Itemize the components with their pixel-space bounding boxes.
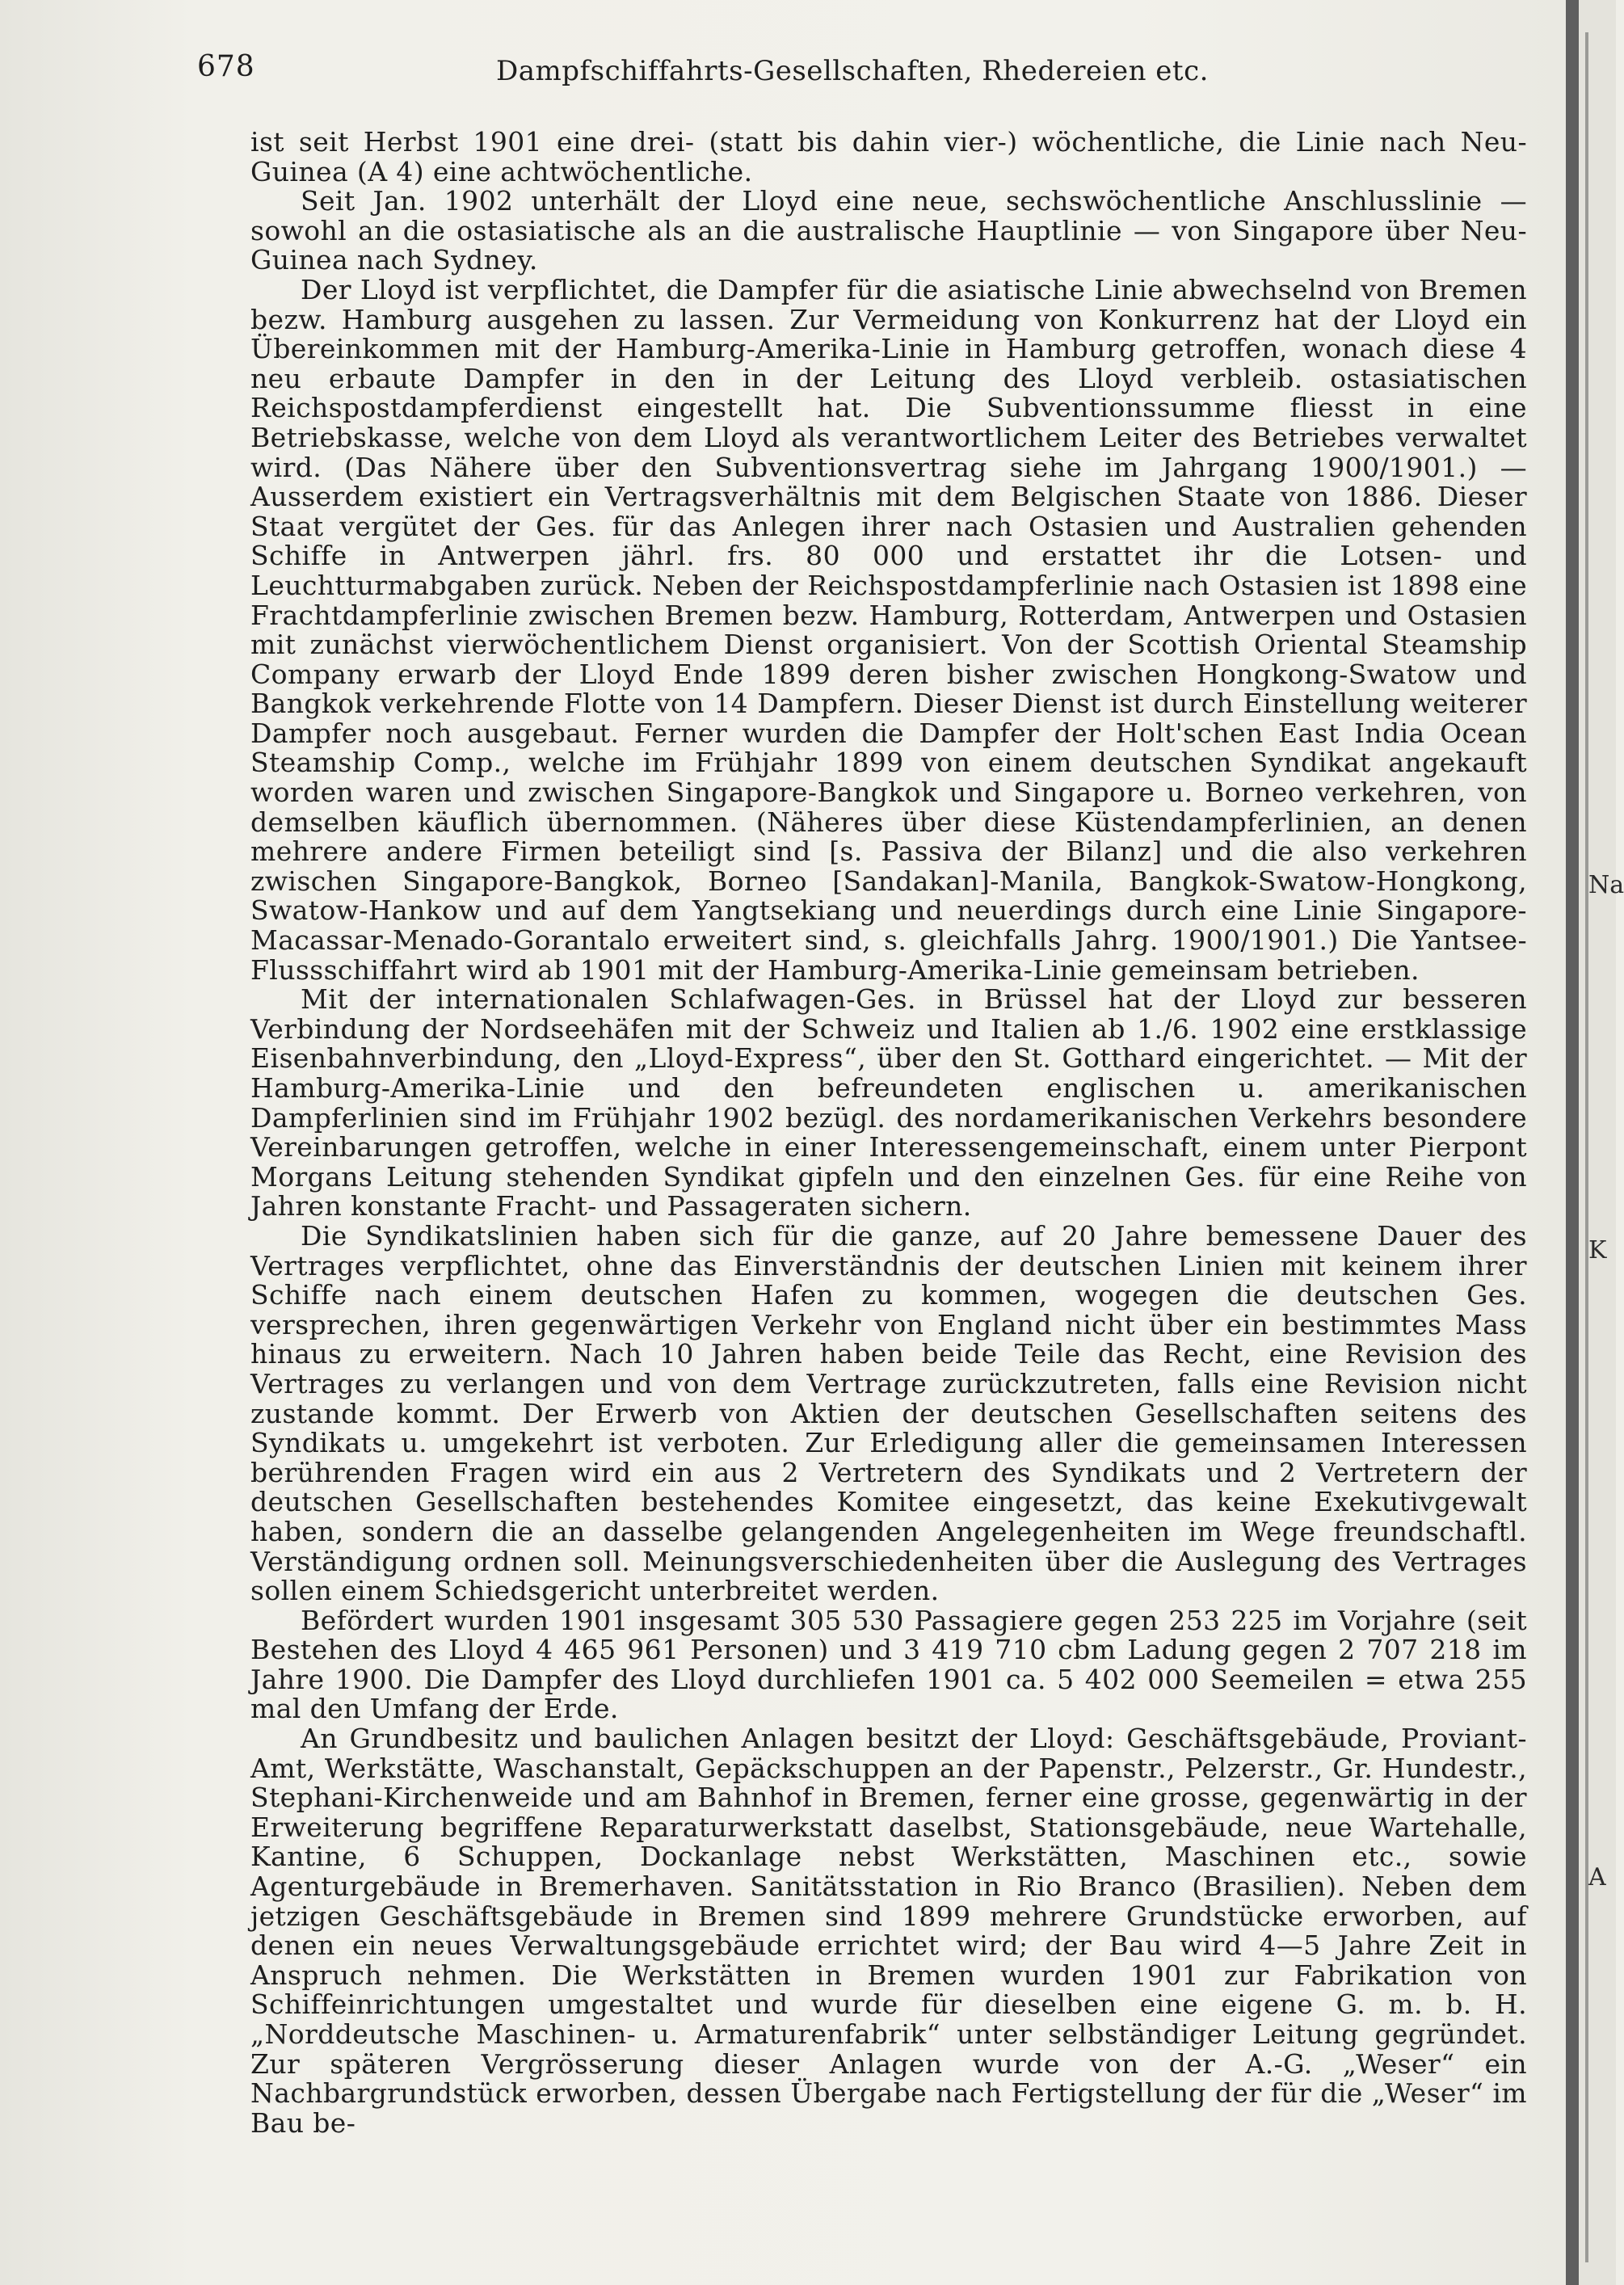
body-text bbox=[250, 128, 1527, 2138]
paragraph: Befördert wurden 1901 insgesamt 305 530 Passagiere gegen 253 225 im Vorjahre (seit Bestehen des Lloyd 4 465 961 Personen) und 3 419 710 cbm Ladung gegen 2 707 218 im Jahre 1900. Die Dampfer des Lloyd durchliefen 1901 ca. 5 402 000 Seemeilen = etwa 255 mal den Umfang der Erde. bbox=[250, 1604, 1527, 1725]
page-number: 678 bbox=[197, 50, 255, 83]
paragraph: An Grundbesitz und baulichen Anlagen besitzt der Lloyd: Geschäftsgebäude, Proviant-Amt, Werkstätte, Waschanstalt, Gepäckschuppen an der Papenstr., Pelzerstr., Gr. Hundestr., Stephani-Kirchenweide und am Bahnhof in Bremen, ferner eine grosse, gegenwärtig in der Erweiterung begriffene Reparaturwerkstatt daselbst, Stationsgebäude, neue Wartehalle, Kantine, 6 Schuppen, Dockanlage nebst Werkstätten, Maschinen etc., sowie Agenturgebäude in Bremerhaven. Sanitätsstation in Rio Branco (Brasilien). Neben dem jetzigen Geschäftsgebäude in Bremen sind 1899 mehrere Grundstücke erworben, auf denen ein neues Verwaltungsgebäude errichtet wird; der Bau wird 4—5 Jahre Zeit in Anspruch nehmen. Die Werkstätten in Bremen wurden 1901 zur Fabrikation von Schiffeinrichtungen umgestaltet und wurde für dieselben eine eigene G. m. b. H. „Norddeutsche Maschinen- u. Armaturenfabrik“ unter selbständiger Leitung gegründet. Zur späteren Vergrösserung dieser Anlagen wurde von der A.-G. „Weser“ ein Nachbargrundstück erworben, dessen Übergabe nach Fertigstellung der für die „Weser“ im Bau be- bbox=[250, 1723, 1527, 2139]
paragraph: Seit Jan. 1902 unterhält der Lloyd eine neue, sechswöchentliche Anschlusslinie — sowohl an die ostasiatische als an die australische Hauptlinie — von Singapore über Neu-Guinea nach Sydney. bbox=[250, 185, 1527, 276]
adjacent-page-edge bbox=[1579, 0, 1616, 2285]
running-title: Dampfschiffahrts-Gesellschaften, Rhedereien etc. bbox=[496, 55, 1209, 87]
paragraph: ist seit Herbst 1901 eine drei- (statt bis dahin vier-) wöchentliche, die Linie nach Neu-Guinea (A 4) eine achtwöchentliche. bbox=[250, 126, 1527, 187]
paragraph: Mit der internationalen Schlafwagen-Ges. in Brüssel hat der Lloyd zur besseren Verbindung der Nordseehäfen mit der Schweiz und Italien ab 1./6. 1902 eine erstklassige Eisenbahnverbindung, den „Lloyd-Express“, über den St. Gotthard eingerichtet. — Mit der Hamburg-Amerika-Linie und den befreundeten englischen u. amerikanischen Dampferlinien sind im Frühjahr 1902 bezügl. des nordamerikanischen Verkehrs besondere Vereinbarungen getroffen, welche in einer Interessengemeinschaft, einem unter Pierpont Morgans Leitung stehenden Syndikat gipfeln und den einzelnen Ges. für eine Reihe von Jahren konstante Fracht- und Passageraten sichern. bbox=[250, 983, 1527, 1222]
paragraph: Der Lloyd ist verpflichtet, die Dampfer für die asiatische Linie abwechselnd von Bremen bezw. Hamburg ausgehen zu lassen. Zur Vermeidung von Konkurrenz hat der Lloyd ein Übereinkommen mit der Hamburg-Amerika-Linie in Hamburg getroffen, wonach diese 4 neu erbaute Dampfer in den in der Leitung des Lloyd verbleib. ostasiatischen Reichspostdampferdienst eingestellt hat. Die Subventionssumme fliesst in eine Betriebskasse, welche von dem Lloyd als verantwortlichem Leiter des Betriebes verwaltet wird. (Das Nähere über den Subventionsvertrag siehe im Jahrgang 1900/1901.) — Ausserdem existiert ein Vertragsverhältnis mit dem Belgischen Staate von 1886. Dieser Staat vergütet der Ges. für das Anlegen ihrer nach Ostasien und Australien gehenden Schiffe in Antwerpen jährl. frs. 80 000 und erstattet ihr die Lotsen- und Leuchtturmabgaben zurück. Neben der Reichspostdampferlinie nach Ostasien ist 1898 eine Frachtdampferlinie zwischen Bremen bezw. Hamburg, Rotterdam, Antwerpen und Ostasien mit zunächst vierwöchentlichem Dienst organisiert. Von der Scottish Oriental Steamship Company erwarb der Lloyd Ende 1899 deren bisher zwischen Hongkong-Swatow und Bangkok verkehrende Flotte von 14 Dampfern. Dieser Dienst ist durch Einstellung weiterer Dampfer noch ausgebaut. Ferner wurden die Dampfer der Holt'schen East India Ocean Steamship Comp., welche im Frühjahr 1899 von einem deutschen Syndikat angekauft worden waren und zwischen Singapore-Bangkok und Singapore u. Borneo verkehren, von demselben käuflich übernommen. (Näheres über diese Küstendampferlinien, an denen mehrere andere Firmen beteiligt sind [s. Passiva der Bilanz] und die also verkehren zwischen Singapore-Bangkok, Borneo [Sandakan]-Manila, Bangkok-Swatow-Hongkong, Swatow-Hankow und auf dem Yangtsekiang und neuerdings durch eine Linie Singapore-Macassar-Menado-Gorantalo erweitert sind, s. gleichfalls Jahrg. 1900/1901.) Die Yantsee-Flussschiffahrt wird ab 1901 mit der Hamburg-Amerika-Linie gemeinsam betrieben. bbox=[250, 273, 1527, 986]
paragraph: Die Syndikatslinien haben sich für die ganze, auf 20 Jahre bemessene Dauer des Vertrages verpflichtet, ohne das Einverständnis der deutschen Linien mit keinem ihrer Schiffe nach einem deutschen Hafen zu kommen, wogegen die deutschen Ges. versprechen, ihren gegenwärtigen Verkehr von England nicht über ein bestimmtes Mass hinaus zu erweitern. Nach 10 Jahren haben beide Teile das Recht, eine Revision des Vertrages zu verlangen und von dem Vertrage zurückzutreten, falls eine Revision nicht zustande kommt. Der Erwerb von Aktien der deutschen Gesellschaften seitens des Syndikats u. umgekehrt ist verboten. Zur Erledigung aller die gemeinsamen Interessen berührenden Fragen wird ein aus 2 Vertretern des Syndikats und 2 Vertretern der deutschen Gesellschaften bestehendes Komitee eingesetzt, das keine Exekutivgewalt haben, sondern die an dasselbe gelangenden Angelegenheiten im Wege freundschaftl. Verständigung ordnen soll. Meinungsverschiedenheiten über die Auslegung des Vertrages sollen einem Schiedsgericht unterbreitet werden. bbox=[250, 1219, 1527, 1607]
adjacent-page-fragment: Na bbox=[1588, 871, 1624, 899]
adjacent-page-fragment: K bbox=[1588, 1236, 1607, 1265]
adjacent-page-fragment: A bbox=[1588, 1863, 1606, 1892]
binding-gutter bbox=[1566, 0, 1579, 2285]
adjacent-page-rule bbox=[1585, 32, 1588, 2262]
page-header bbox=[197, 50, 1490, 95]
